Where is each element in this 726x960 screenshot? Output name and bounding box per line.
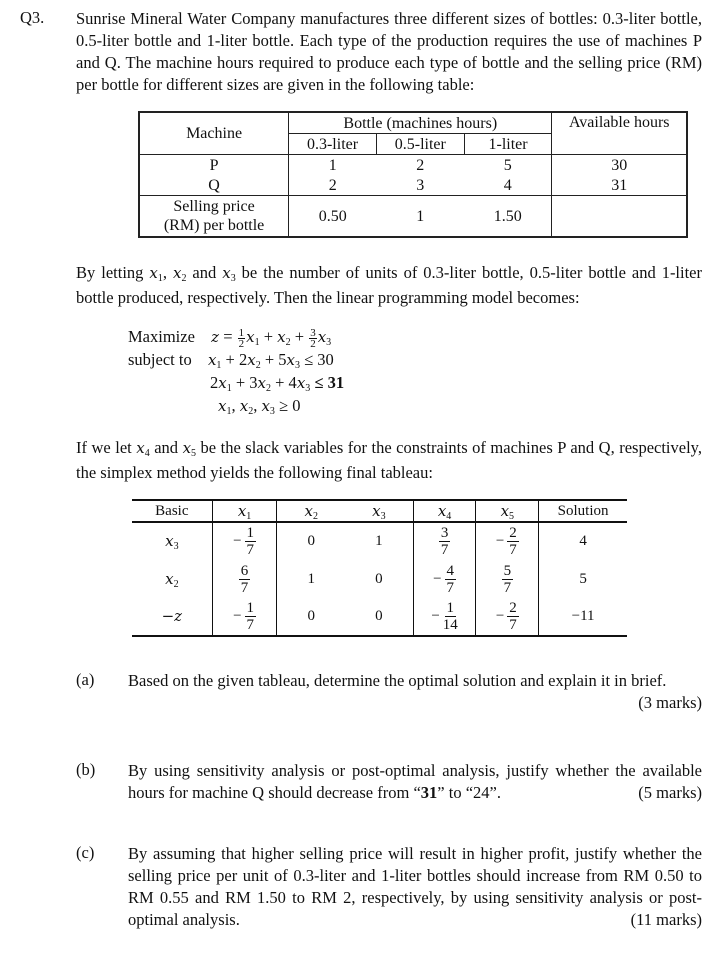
price-label: (RM) per bottle (163, 217, 265, 234)
final-tableau (132, 499, 627, 637)
header-var: $x_3$ (345, 500, 413, 522)
part-a-text: Based on the given tableau, determine the optimal solution and explain it in brief. (3 marks) (128, 671, 702, 712)
cell-value: 0 (277, 598, 345, 636)
cell-fraction: − $\frac{1}{7}$ (212, 598, 277, 636)
cell-value: 2 (289, 175, 377, 196)
basic-z: −z (132, 598, 212, 636)
header-var: $x_2$ (277, 500, 345, 522)
header-available: Available hours (568, 114, 670, 131)
objective-row: Maximize z = $\frac{1}{2}$ x1 + x2 + $\frac{3}{2}$ x3 (128, 326, 332, 350)
cell-value: 0 (345, 560, 413, 598)
header-solution: Solution (539, 500, 627, 522)
cell-fraction: $\frac{6}{7}$ (212, 560, 277, 598)
cell-value: 0 (307, 533, 315, 549)
maximize-label: Maximize (128, 327, 195, 346)
header-var: $x_4$ (413, 500, 476, 522)
cell-value: 4 (464, 175, 552, 196)
basic-x3: $x_3$ (132, 522, 212, 560)
cell-value: 0 (345, 598, 413, 636)
available-p: 30 (611, 156, 628, 174)
cell-fraction: − $\frac{4}{7}$ (413, 560, 476, 598)
part-b-text: By using sensitivity analysis or post-optimal analysis, justify whether the available hours for machine Q should decrease from “31” to “24”. (5 marks) (128, 761, 702, 802)
cell-fraction: − $\frac{2}{7}$ (476, 598, 539, 636)
cell-value: 1 (345, 522, 413, 560)
cell-value: 1 (328, 156, 337, 174)
price-value: 1.50 (464, 196, 552, 238)
question-number: Q3. (20, 8, 45, 27)
basic-x2: $x_2$ (132, 560, 212, 598)
price-value: 1 (416, 207, 425, 225)
part-b-marks: (5 marks) (638, 783, 702, 802)
part-a-marks: (3 marks) (638, 693, 702, 712)
cell-fraction: − $\frac{2}{7}$ (476, 522, 539, 560)
part-c-label: (c) (76, 843, 95, 862)
header-size: 0.5-liter (376, 134, 464, 155)
header-size: 0.3-liter (289, 134, 377, 155)
cell-value: 3 (376, 175, 464, 196)
cell-fraction: − $\frac{1}{14}$ (413, 598, 476, 636)
cell-value: 5 (464, 155, 552, 176)
constraint-2: 2x1 + 3x2 + 4x3 ≤ 31 (210, 373, 345, 394)
cell-value: 1 (307, 570, 315, 587)
machine-q: Q (139, 175, 289, 196)
lp-model (128, 326, 344, 418)
header-basic: Basic (132, 500, 212, 522)
constraint-1: subject to x1 + 2x2 + 5x3 ≤ 30 (128, 350, 334, 371)
header-var: $x_1$ (212, 500, 277, 522)
letting-paragraph: By letting x1, x2 and x3 be the number of units of 0.3-liter bottle, 0.5-liter bottle and 1-liter bottle produced, respectively. Then the linear programming model becomes: (76, 263, 703, 307)
header-var: $x_5$ (476, 500, 539, 522)
cell-fraction: $\frac{5}{7}$ (476, 560, 539, 598)
question-intro: Sunrise Mineral Water Company manufactures three different sizes of bottles: 0.3-liter bottle, 0.5-liter bottle and 1-liter bottle. Each type of the production requires the use of machines P and Q. The machine hours required to produce each type of bottle and the selling price (RM) per bottle for different sizes are given in the following table: (76, 9, 702, 94)
header-size: 1-liter (464, 134, 552, 155)
solution-value: 5 (579, 570, 587, 587)
cell-fraction: $\frac{3}{7}$ (413, 522, 476, 560)
header-bottle: Bottle (machines hours) (289, 112, 552, 134)
slack-paragraph: If we let x4 and x5 be the slack variables for the constraints of machines P and Q, respectively, the simplex method yields the following final tableau: (76, 438, 702, 482)
part-b-label: (b) (76, 760, 96, 779)
part-c-text: By assuming that higher selling price will result in higher profit, justify whether the selling price per unit of 0.3-liter and 1-liter bottles should increase from RM 0.50 to RM 0.55 and RM 1.50 to RM 2, respectively, by using sensitivity analysis or post-optimal analysis. (11 marks) (128, 844, 702, 929)
solution-value: −11 (539, 598, 627, 636)
nonnegativity: x1, x2, x3 ≥ 0 (218, 396, 301, 417)
solution-value: 4 (579, 533, 587, 549)
price-value: 0.50 (318, 207, 347, 225)
price-label: Selling price (173, 198, 255, 215)
machine-hours-table (138, 111, 688, 238)
machine-p: P (139, 155, 289, 176)
cell-value: 2 (416, 156, 425, 174)
subject-label: subject to (128, 350, 192, 369)
cell-fraction: − $\frac{1}{7}$ (212, 522, 277, 560)
header-machine: Machine (139, 112, 289, 155)
available-q: 31 (552, 175, 687, 196)
part-c-marks: (11 marks) (630, 910, 702, 929)
part-a-label: (a) (76, 670, 95, 689)
